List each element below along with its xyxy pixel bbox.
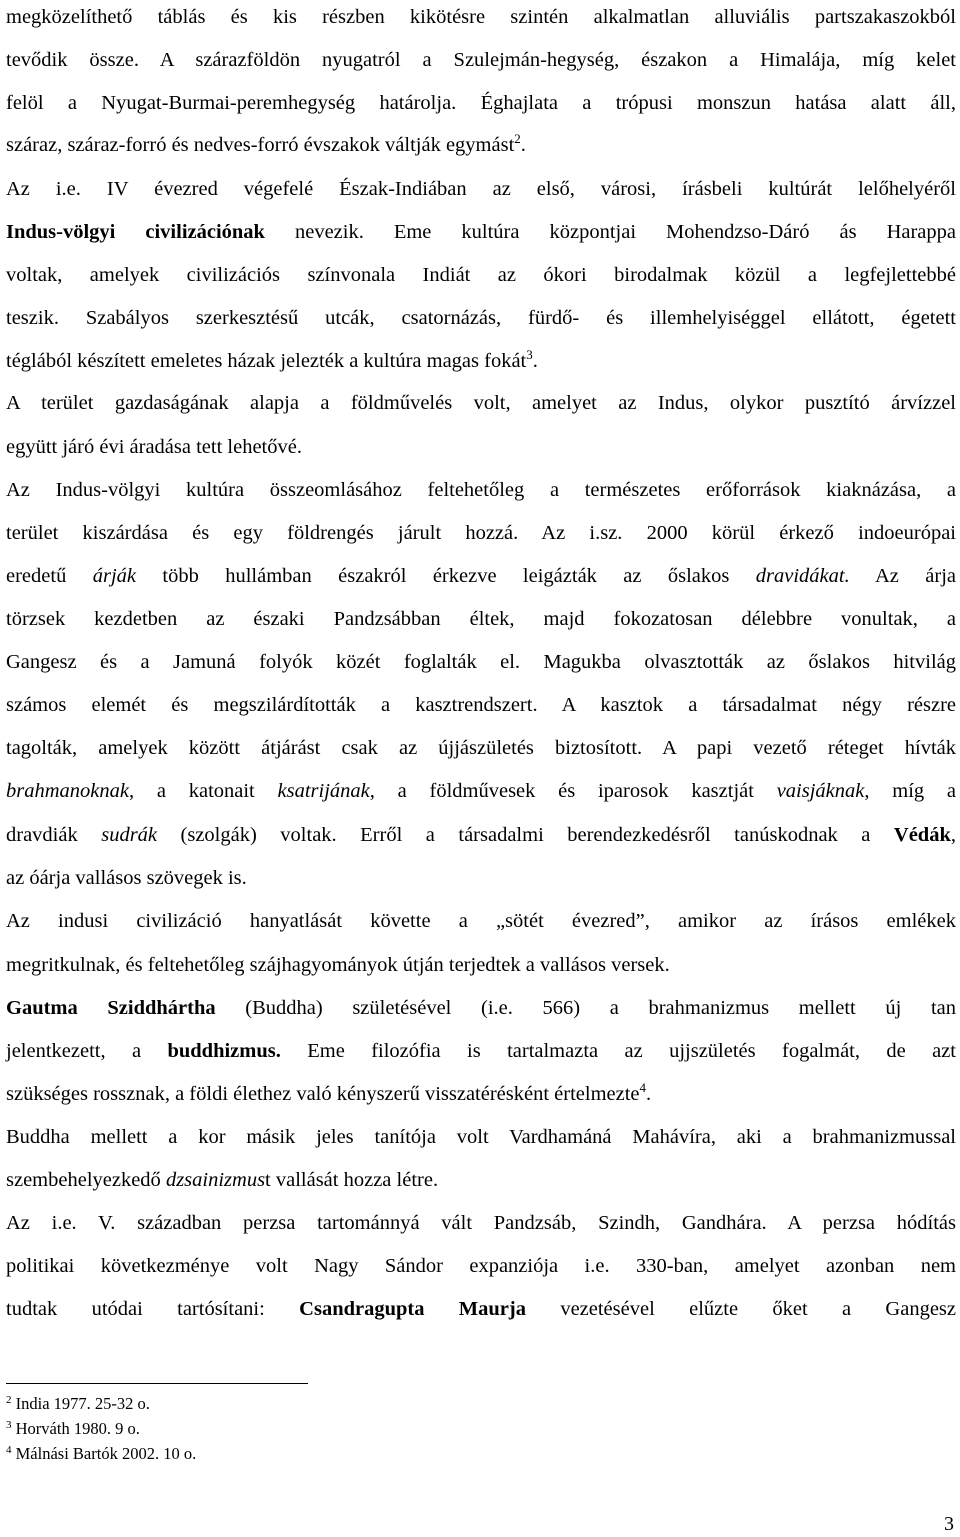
text-run: .: [520, 134, 526, 156]
text-run: Gangesz és a Jamuná folyók közét foglalták el. Magukba olvasztották az őslakos hitvilág: [6, 651, 956, 673]
text-line: [6, 649, 956, 675]
text-run: nevezik. Eme kultúra központjai Mohendzso-Dáró ás Harappa: [264, 221, 956, 243]
text-run: jelentkezett, a: [6, 1040, 168, 1062]
text-line: [6, 778, 956, 804]
bold-term: Csandragupta Maurja: [299, 1298, 526, 1320]
text-line: [6, 735, 956, 761]
text-run: Az i.e. IV évezred végefelé Észak-Indiában az első, városi, írásbeli kultúrát lelőhelyéről: [6, 178, 956, 200]
text-line: [6, 1253, 956, 1279]
footnote-ref: 3: [526, 347, 533, 362]
text-line: [6, 219, 956, 245]
text-line: [6, 4, 956, 30]
text-run: politikai következménye volt Nagy Sándor expanziója i.e. 330-ban, amelyet azonban nem: [6, 1255, 956, 1277]
footnote-item: [6, 1444, 196, 1464]
text-run: száraz, száraz-forró és nedves-forró évszakok váltják egymást: [6, 134, 515, 156]
footnote-number: 3: [6, 1419, 12, 1431]
text-run: tudtak utódai tartósítani:: [6, 1298, 300, 1320]
footnote-ref: 4: [639, 1080, 647, 1095]
text-run: Az Indus-völgyi kultúra összeomlásához feltehetőleg a természetes erőforrások kiaknázása, a: [6, 479, 956, 501]
text-line: [6, 1167, 956, 1193]
text-line: [6, 176, 956, 202]
italic-term: dravidákat.: [755, 565, 850, 587]
text-line: [6, 822, 956, 848]
text-line: [6, 390, 956, 416]
text-line: [6, 132, 956, 158]
text-run: .: [646, 1083, 652, 1105]
text-line: [6, 952, 956, 978]
text-line: [6, 692, 956, 718]
footnote-separator: [6, 1383, 308, 1384]
text-line: [6, 908, 956, 934]
text-run: dravdiák: [6, 824, 102, 846]
text-run: (Buddha) születésével (i.e. 566) a brahmanizmus mellett új tan: [215, 997, 956, 1019]
italic-term: sudrák: [101, 824, 158, 846]
text-run: szükséges rossznak, a földi élethez való kényszerű visszatérésként értelmezte: [6, 1083, 640, 1105]
text-line: [6, 90, 956, 116]
text-run: megközelíthető táblás és kis részben kikötésre szintén alkalmatlan alluviális partszakaszokból: [6, 6, 956, 28]
text-run: Buddha mellett a kor másik jeles tanítója volt Vardhamáná Mahávíra, aki a brahmanizmussal: [6, 1126, 956, 1148]
text-line: [6, 520, 956, 546]
text-run: vezetésével elűzte őket a Gangesz: [525, 1298, 957, 1320]
footnote-number: 2: [6, 1394, 12, 1406]
text-run: .: [532, 350, 538, 372]
text-line: [6, 477, 956, 503]
page-number: 3: [944, 1513, 954, 1535]
footnote-ref: 2: [514, 131, 521, 146]
text-run: A terület gazdaságának alapja a földművelés volt, amelyet az Indus, olykor pusztító árvízzel: [6, 392, 956, 414]
text-line: [6, 1081, 956, 1107]
text-run: (szolgák) voltak. Erről a társadalmi berendezkedésről tanúskodnak a: [157, 824, 894, 846]
text-line: [6, 1296, 956, 1322]
footnote-number: 4: [6, 1444, 12, 1456]
text-run: több hullámban északról érkezve leigázták az őslakos: [136, 565, 756, 587]
text-run: teszik. Szabályos szerkesztésű utcák, csatornázás, fürdő- és illemhelyiséggel ellátott, égetett: [6, 307, 956, 329]
text-run: eredetű: [6, 565, 93, 587]
text-run: Az árja: [849, 565, 956, 587]
text-line: [6, 434, 956, 460]
text-run: téglából készített emeletes házak jelezték a kultúra magas fokát: [6, 350, 527, 372]
footnote-item: [6, 1394, 150, 1414]
footnote-item: [6, 1419, 140, 1439]
text-run: együtt járó évi áradása tett lehetővé.: [6, 436, 302, 458]
text-line: [6, 1124, 956, 1150]
italic-term: brahmanoknak: [6, 780, 129, 802]
footnote-text: Horváth 1980. 9 o.: [11, 1419, 140, 1438]
text-run: t vallását hozza létre.: [265, 1169, 439, 1191]
text-line: [6, 305, 956, 331]
bold-term: Indus-völgyi civilizációnak: [6, 221, 265, 243]
text-line: [6, 865, 956, 891]
text-run: voltak, amelyek civilizációs színvonala Indiát az ókori birodalmak közül a legfejlettebbé: [6, 264, 956, 286]
footnote-text: Málnási Bartók 2002. 10 o.: [11, 1444, 197, 1463]
text-run: terület kiszárdása és egy földrengés járult hozzá. Az i.sz. 2000 körül érkező indoeurópai: [6, 522, 956, 544]
text-line: [6, 1038, 956, 1064]
text-line: [6, 47, 956, 73]
text-line: [6, 348, 956, 374]
text-run: törzsek kezdetben az északi Pandzsábban éltek, majd fokozatosan délebbre vonultak, a: [6, 608, 956, 630]
text-run: szembehelyezkedő: [6, 1169, 166, 1191]
text-run: , a katonait: [128, 780, 278, 802]
text-run: Eme filozófia is tartalmazta az ujjszületés fogalmát, de azt: [280, 1040, 956, 1062]
text-run: ,: [950, 824, 956, 846]
text-run: tagolták, amelyek között átjárást csak az újjászületés biztosított. A papi vezető réteget hívták: [6, 737, 956, 759]
text-line: [6, 262, 956, 288]
text-line: [6, 995, 956, 1021]
text-run: Az indusi civilizáció hanyatlását követte a „sötét évezred”, amikor az írásos emlékek: [6, 910, 956, 932]
text-line: [6, 563, 956, 589]
text-run: Az i.e. V. században perzsa tartománnyá vált Pandzsáb, Szindh, Gandhára. A perzsa hódítás: [6, 1212, 956, 1234]
text-run: számos elemét és megszilárdították a kasztrendszert. A kasztok a társadalmat négy részre: [6, 694, 956, 716]
text-run: felöl a Nyugat-Burmai-peremhegység határolja. Éghajlata a trópusi monszun hatása alatt áll,: [6, 92, 956, 114]
text-run: , a földművesek és iparosok kasztját: [369, 780, 777, 802]
bold-term: Gautma Sziddhártha: [6, 997, 216, 1019]
italic-term: vaisjáknak: [776, 780, 865, 802]
text-run: megritkulnak, és feltehetőleg szájhagyományok útján terjedtek a vallásos versek.: [6, 954, 670, 976]
bold-term: buddhizmus.: [167, 1040, 281, 1062]
bold-term: Védák: [893, 824, 951, 846]
footnote-text: India 1977. 25-32 o.: [11, 1394, 150, 1413]
italic-term: árják: [92, 565, 136, 587]
text-run: az óárja vallásos szövegek is.: [6, 867, 247, 889]
text-run: , míg a: [864, 780, 956, 802]
text-run: tevődik össze. A szárazföldön nyugatról a Szulejmán-hegység, északon a Himalája, míg kelet: [6, 49, 956, 71]
text-line: [6, 606, 956, 632]
italic-term: ksatrijának: [277, 780, 370, 802]
text-line: [6, 1210, 956, 1236]
italic-term: dzsainizmus: [165, 1169, 266, 1191]
